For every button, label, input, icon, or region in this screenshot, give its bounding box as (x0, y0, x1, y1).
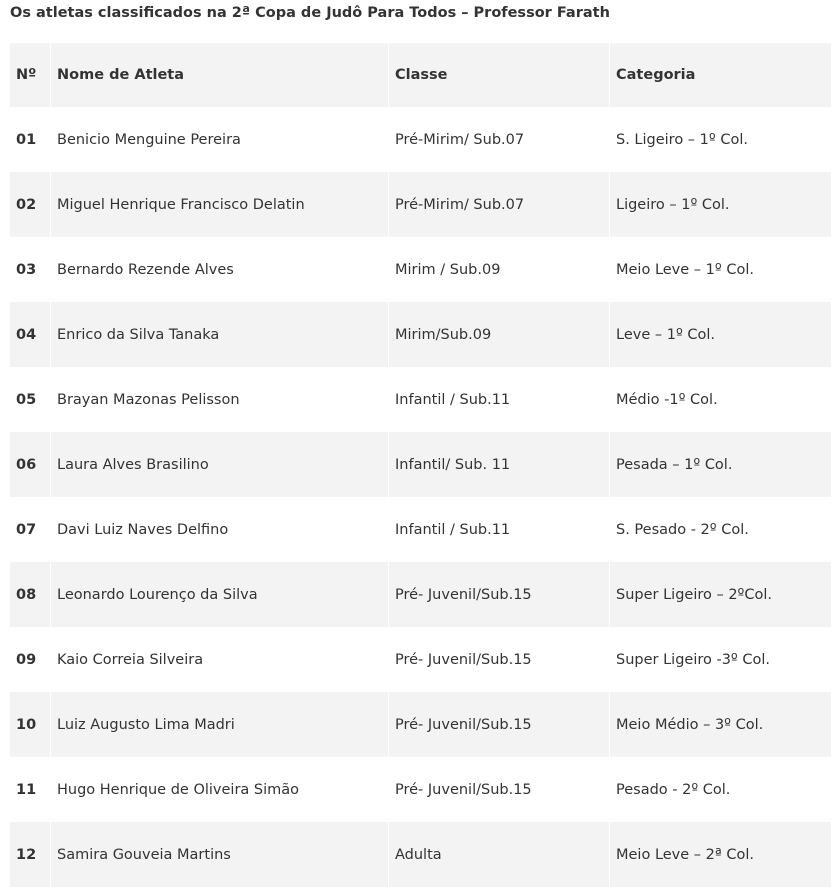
athlete-class: Pré- Juvenil/Sub.15 (389, 562, 610, 627)
athlete-class: Mirim / Sub.09 (389, 237, 610, 302)
athlete-number: 08 (10, 562, 51, 627)
athlete-name: Samira Gouveia Martins (51, 822, 389, 887)
athlete-number: 05 (10, 367, 51, 432)
athlete-name: Miguel Henrique Francisco Delatin (51, 172, 389, 237)
table-row (10, 107, 831, 172)
athlete-class: Adulta (389, 822, 610, 887)
column-header-class: Classe (389, 43, 610, 107)
athlete-category: Meio Leve – 1º Col. (610, 237, 831, 302)
athlete-name: Leonardo Lourenço da Silva (51, 562, 389, 627)
athlete-name: Laura Alves Brasilino (51, 432, 389, 497)
athlete-number: 04 (10, 302, 51, 367)
athlete-category: Meio Médio – 3º Col. (610, 692, 831, 757)
athlete-class: Infantil / Sub.11 (389, 497, 610, 562)
athletes-table (10, 43, 831, 887)
athlete-name: Davi Luiz Naves Delfino (51, 497, 389, 562)
column-header-name: Nome de Atleta (51, 43, 389, 107)
athlete-class: Pré- Juvenil/Sub.15 (389, 757, 610, 822)
athlete-category: Super Ligeiro – 2ºCol. (610, 562, 831, 627)
athlete-category: S. Pesado - 2º Col. (610, 497, 831, 562)
athlete-number: 06 (10, 432, 51, 497)
table-row (10, 367, 831, 432)
athlete-name: Enrico da Silva Tanaka (51, 302, 389, 367)
table-row (10, 757, 831, 822)
athlete-number: 10 (10, 692, 51, 757)
athlete-number: 09 (10, 627, 51, 692)
table-row (10, 692, 831, 757)
table-row (10, 497, 831, 562)
athlete-number: 03 (10, 237, 51, 302)
athlete-class: Pré-Mirim/ Sub.07 (389, 107, 610, 172)
athlete-class: Pré- Juvenil/Sub.15 (389, 627, 610, 692)
table-row (10, 432, 831, 497)
athlete-class: Mirim/Sub.09 (389, 302, 610, 367)
table-row (10, 172, 831, 237)
athlete-name: Benicio Menguine Pereira (51, 107, 389, 172)
column-header-number: Nº (10, 43, 51, 107)
table-row (10, 627, 831, 692)
athlete-category: Meio Leve – 2ª Col. (610, 822, 831, 887)
athlete-number: 07 (10, 497, 51, 562)
table-header-row (10, 43, 831, 107)
athlete-number: 11 (10, 757, 51, 822)
athlete-name: Luiz Augusto Lima Madri (51, 692, 389, 757)
athlete-number: 02 (10, 172, 51, 237)
athlete-class: Infantil/ Sub. 11 (389, 432, 610, 497)
athlete-category: Médio -1º Col. (610, 367, 831, 432)
athlete-name: Kaio Correia Silveira (51, 627, 389, 692)
table-row (10, 822, 831, 887)
table-row (10, 237, 831, 302)
athlete-class: Infantil / Sub.11 (389, 367, 610, 432)
athlete-category: Pesado - 2º Col. (610, 757, 831, 822)
athlete-category: Ligeiro – 1º Col. (610, 172, 831, 237)
page-title: Os atletas classificados na 2ª Copa de Judô Para Todos – Professor Farath (10, 5, 610, 21)
athlete-number: 12 (10, 822, 51, 887)
athlete-category: S. Ligeiro – 1º Col. (610, 107, 831, 172)
athlete-category: Pesada – 1º Col. (610, 432, 831, 497)
athlete-number: 01 (10, 107, 51, 172)
athlete-name: Bernardo Rezende Alves (51, 237, 389, 302)
athlete-name: Brayan Mazonas Pelisson (51, 367, 389, 432)
column-header-category: Categoria (610, 43, 831, 107)
table-row (10, 302, 831, 367)
table-row (10, 562, 831, 627)
athlete-name: Hugo Henrique de Oliveira Simão (51, 757, 389, 822)
athlete-category: Leve – 1º Col. (610, 302, 831, 367)
athlete-class: Pré-Mirim/ Sub.07 (389, 172, 610, 237)
athlete-class: Pré- Juvenil/Sub.15 (389, 692, 610, 757)
athlete-category: Super Ligeiro -3º Col. (610, 627, 831, 692)
